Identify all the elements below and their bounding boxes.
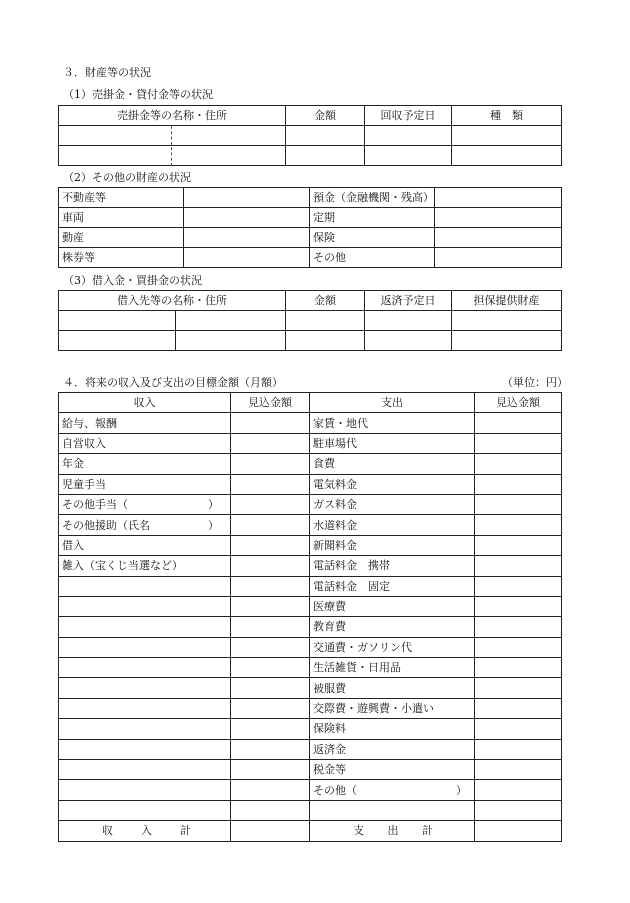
table-row [59,494,562,514]
label-vehicles: 車両 [59,208,184,228]
table-row [59,576,562,596]
income-item [59,760,231,780]
expense-item [310,780,475,800]
expense-amount-cell[interactable] [475,454,562,474]
expense-item: 電気料金 [310,474,475,494]
table-row [59,556,562,576]
expense-amount-cell[interactable] [475,515,562,535]
table-row [59,311,562,331]
label-real-estate: 不動産等 [59,188,184,208]
expense-item: 電話料金 固定 [310,576,475,596]
table-row [59,780,562,800]
income-amount-cell[interactable] [231,494,310,514]
cell[interactable] [59,146,286,166]
income-amount-cell[interactable] [231,617,310,637]
section3-title: ３．財産等の状況 [63,66,151,79]
expense-amount-cell[interactable] [475,637,562,657]
header-income: 収入 [59,393,231,413]
income-item [59,719,231,739]
expense-amount-cell[interactable] [475,556,562,576]
expense-amount-cell[interactable] [475,535,562,555]
expense-item: 医療費 [310,596,475,616]
income-total-cell[interactable] [231,821,310,841]
income-amount-cell[interactable] [231,413,310,433]
header-collection-date: 回収予定日 [365,106,452,126]
label-movables: 動産 [59,228,184,248]
expense-item: 駐車場代 [310,433,475,453]
budget-table [58,392,562,842]
table-row [59,617,562,637]
cell[interactable] [184,248,310,268]
table-row [59,474,562,494]
expense-item: 水道料金 [310,515,475,535]
expense-amount-cell[interactable] [475,494,562,514]
income-item [59,800,231,820]
expense-total-char: 支 [353,824,364,838]
label-stocks: 株券等 [59,248,184,268]
cell[interactable] [452,331,562,351]
expense-item: 生活雑貨・日用品 [310,658,475,678]
table-header-row [59,291,562,311]
expense-amount-cell[interactable] [475,596,562,616]
unit-label: （単位：円） [502,376,568,389]
income-item [59,576,231,596]
income-amount-cell[interactable] [231,658,310,678]
cell[interactable] [184,228,310,248]
header-amount: 金額 [286,106,365,126]
income-amount-cell[interactable] [231,556,310,576]
cell[interactable] [365,331,452,351]
cell[interactable] [59,126,286,146]
dashed-divider [171,126,172,166]
expense-item: 被服費 [310,678,475,698]
income-item: 児童手当 [59,474,231,494]
income-amount-cell[interactable] [231,739,310,759]
expense-total-label [310,821,475,841]
receivables-title: （1）売掛金・貸付金等の状況 [63,88,213,101]
income-item: 自営収入 [59,433,231,453]
table-row [59,596,562,616]
cell[interactable] [452,126,562,146]
header-amount: 金額 [286,291,365,311]
expense-amount-cell[interactable] [475,617,562,637]
label-fixed-deposit: 定期 [310,208,435,228]
table-row [59,126,562,146]
expense-amount-cell[interactable] [475,678,562,698]
expense-amount-cell[interactable] [475,658,562,678]
label-deposits: 預金（金融機関・残高） [310,188,435,208]
cell[interactable] [435,248,562,268]
header-expense-amount: 見込金額 [475,393,562,413]
header-receivable-name: 売掛金等の名称・住所 [59,106,286,126]
cell[interactable] [365,146,452,166]
cell[interactable] [365,126,452,146]
table-row [59,228,562,248]
income-amount-cell[interactable] [231,800,310,820]
cell[interactable] [435,228,562,248]
table-row [59,146,562,166]
table-row [59,800,562,820]
income-item [59,698,231,718]
table-row [59,454,562,474]
income-amount-cell[interactable] [231,454,310,474]
section4-title: ４．将来の収入及び支出の目標金額（月額） [63,376,283,389]
table-row [59,535,562,555]
income-item [59,596,231,616]
expense-total-cell[interactable] [475,821,562,841]
expense-amount-cell[interactable] [475,433,562,453]
cell[interactable] [286,146,365,166]
income-total-char: 収 [102,824,113,838]
expense-item: 交通費・ガソリン代 [310,637,475,657]
cell[interactable] [286,331,365,351]
other-assets-title: （2）その他の財産の状況 [63,171,191,184]
income-label: その他手当（ [62,498,128,512]
expense-item: 電話料金 携帯 [310,556,475,576]
income-amount-cell[interactable] [231,535,310,555]
expense-amount-cell[interactable] [475,760,562,780]
expense-item-with-blank [313,785,471,796]
expense-amount-cell[interactable] [475,780,562,800]
expense-item: 教育費 [310,617,475,637]
expense-label: その他（ [313,783,357,797]
expense-item: 返済金 [310,739,475,759]
income-item-with-blank [62,499,227,510]
other-assets-table [58,187,562,268]
table-row [59,413,562,433]
expense-item: 交際費・遊興費・小遣い [310,698,475,718]
income-total-label [59,821,231,841]
income-amount-cell[interactable] [231,760,310,780]
table-row [59,658,562,678]
table-row [59,760,562,780]
cell[interactable] [286,311,365,331]
expense-item: 食費 [310,454,475,474]
table-row [59,637,562,657]
header-income-amount: 見込金額 [231,393,310,413]
column-divider [175,311,176,351]
income-amount-cell[interactable] [231,596,310,616]
cell[interactable] [435,188,562,208]
income-amount-cell[interactable] [231,698,310,718]
expense-amount-cell[interactable] [475,719,562,739]
borrowings-title: （3）借入金・買掛金の状況 [63,274,202,287]
income-item: 年金 [59,454,231,474]
table-row [59,331,562,351]
income-amount-cell[interactable] [231,780,310,800]
table-row [59,515,562,535]
expense-item: 税金等 [310,760,475,780]
income-amount-cell[interactable] [231,719,310,739]
close-paren: ） [456,783,467,797]
borrowings-table [58,290,562,351]
cell[interactable] [59,311,286,331]
expense-total-text [313,825,471,836]
expense-amount-cell[interactable] [475,698,562,718]
cell[interactable] [365,311,452,331]
income-total-char: 計 [180,824,191,838]
income-amount-cell[interactable] [231,474,310,494]
table-row [59,188,562,208]
expense-amount-cell[interactable] [475,474,562,494]
income-item [59,678,231,698]
table-row [59,739,562,759]
receivables-table [58,105,562,166]
income-item [59,494,231,514]
income-item [59,515,231,535]
header-collateral: 担保提供財産 [452,291,562,311]
expense-item [310,800,475,820]
expense-amount-cell[interactable] [475,576,562,596]
expense-amount-cell[interactable] [475,800,562,820]
expense-amount-cell[interactable] [475,413,562,433]
cell[interactable] [184,188,310,208]
table-row [59,678,562,698]
expense-item: 家賃・地代 [310,413,475,433]
income-item [59,617,231,637]
expense-item: 保険料 [310,719,475,739]
expense-amount-cell[interactable] [475,739,562,759]
close-paren: ） [208,518,219,532]
income-total-text [62,825,227,836]
income-item [59,780,231,800]
table-header-row [59,106,562,126]
expense-total-char: 出 [387,824,399,838]
income-item [59,637,231,657]
income-item-with-blank [62,520,227,531]
income-item: 借入 [59,535,231,555]
table-row [59,698,562,718]
cell[interactable] [286,126,365,146]
table-row [59,433,562,453]
expense-total-char: 計 [422,824,433,838]
table-row [59,248,562,268]
table-row [59,208,562,228]
header-expense: 支出 [310,393,475,413]
header-lender-name: 借入先等の名称・住所 [59,291,286,311]
cell[interactable] [59,331,286,351]
income-item [59,739,231,759]
totals-row [59,821,562,841]
cell[interactable] [184,208,310,228]
income-item [59,658,231,678]
income-item: 給与、報酬 [59,413,231,433]
header-repayment-date: 返済予定日 [365,291,452,311]
cell[interactable] [452,146,562,166]
table-header-row [59,393,562,413]
expense-item: 新聞料金 [310,535,475,555]
table-row [59,719,562,739]
income-amount-cell[interactable] [231,678,310,698]
expense-item: ガス料金 [310,494,475,514]
label-other: その他 [310,248,435,268]
income-label: その他援助（氏名 [62,518,150,532]
income-amount-cell[interactable] [231,637,310,657]
cell[interactable] [435,208,562,228]
income-amount-cell[interactable] [231,433,310,453]
income-item: 雑入（宝くじ当選など） [59,556,231,576]
label-insurance: 保険 [310,228,435,248]
income-amount-cell[interactable] [231,515,310,535]
header-type: 種 類 [452,106,562,126]
income-total-char: 入 [141,824,152,838]
income-amount-cell[interactable] [231,576,310,596]
cell[interactable] [452,311,562,331]
close-paren: ） [208,498,219,512]
